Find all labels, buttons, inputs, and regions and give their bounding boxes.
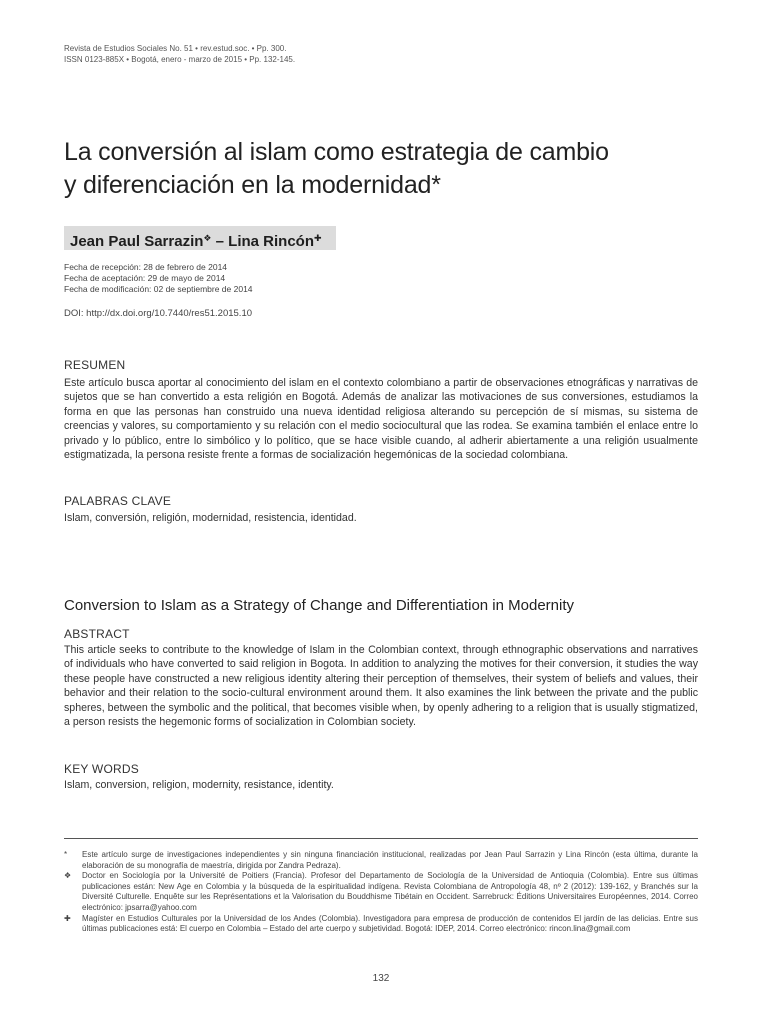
article-title-line-1: La conversión al islam como estrategia de cambio	[64, 138, 609, 166]
footnote-3-text: Magíster en Estudios Culturales por la Universidad de los Andes (Colombia). Investigadora para empresa de producción de contenidos El jardín de las delicias. Entre sus últimas publicaciones está: El cuerpo en Colombia – Estado del arte cuerpo y subjetividad. Bogotá: IDEP, 2014. Correo electrónico: rincon.lina@gmail.com	[82, 913, 698, 934]
resumen-text: Este artículo busca aportar al conocimiento del islam en el contexto colombiano a partir de observaciones etnográficas y narrativas de sujetos que se han convertido a esta religión en Bogotá. Además de analizar las motivaciones de sus conversiones, estudiamos la forma en que las personas han construido una nueva identidad religiosa alterando su percepción de sí mismas, su sistema de creencias y valores, su comportamiento y su relación con el medio sociocultural que las rodea. Se examina también el enlace entre lo privado y lo público, entre lo simbólico y lo político, que se hace visible cuando, al adherir abiertamente a una religión usualmente estigmatizada, la persona resiste frente a formas de socialización hegemónicas de la sociedad colombiana.	[64, 377, 698, 462]
english-title: Conversion to Islam as a Strategy of Change and Differentiation in Modernity	[64, 597, 574, 614]
reception-date: Fecha de recepción: 28 de febrero de 2014	[64, 262, 228, 272]
author-2: Lina Rincón	[228, 233, 315, 250]
journal-header-line-2: ISSN 0123-885X • Bogotá, enero - marzo de 2015 • Pp. 132-145.	[64, 55, 296, 64]
key-words-heading: KEY WORDS	[64, 762, 139, 776]
article-dates	[64, 262, 253, 295]
footnote-1-mark: *	[64, 850, 68, 859]
resumen-heading: RESUMEN	[64, 358, 126, 372]
footnote-1	[64, 850, 698, 871]
authors-bar	[64, 226, 336, 250]
article-title-line-2: y diferenciación en la modernidad*	[64, 171, 441, 199]
footnote-1-text: Este artículo surge de investigaciones independientes y sin ninguna financiación institucional, realizadas por Jean Paul Sarrazin y Lina Rincón (esta última, durante la elaboración de su monografía de maestría, dirigida por Zandra Pedraza).	[82, 850, 698, 870]
footnote-2	[64, 871, 698, 913]
author-2-mark: ✚	[314, 233, 322, 243]
footnotes	[64, 850, 698, 935]
footnote-3	[64, 914, 698, 935]
footnote-2-text: Doctor en Sociología por la Université de Poitiers (Francia). Profesor del Departamento de Sociología de la Universidad de Antioquia (Colombia). Entre sus últimas publicaciones están: New Age en Colombia y la búsqueda de la espiritualidad indígena. Revista Colombiana de Antropología 48, nº 2 (2012): 139-162, y Branchés sur la Diversité Culturelle. Enquête sur les Représentations et la Valorisation du Bouddhisme Tibétain en Occident. Sarrebruck: Éditions Universitaires Européennes, 2014. Correo electrónico: jpsarra@yahoo.com	[82, 871, 698, 912]
article-title	[64, 136, 704, 202]
palabras-clave-heading: PALABRAS CLAVE	[64, 494, 172, 508]
article-page	[64, 0, 698, 1024]
footnote-3-mark: ✚	[64, 913, 71, 923]
author-1: Jean Paul Sarrazin	[70, 233, 204, 250]
footnote-divider	[64, 838, 698, 839]
page-number: 132	[372, 973, 390, 984]
key-words-text: Islam, conversion, religion, modernity, resistance, identity.	[64, 779, 334, 791]
acceptance-date: Fecha de aceptación: 29 de mayo de 2014	[64, 273, 226, 283]
palabras-clave-text: Islam, conversión, religión, modernidad, resistencia, identidad.	[64, 512, 357, 524]
author-separator: –	[211, 233, 229, 250]
footnote-2-mark: ❖	[64, 871, 72, 881]
abstract-text: This article seeks to contribute to the knowledge of Islam in the Colombian context, through ethnographic observations and narratives of individuals who have converted to said religion in Bogota. In addition to analyzing the motives for their conversion, it studies the way these people have constructed a new religious identity altering their perception of themselves, their system of beliefs and values, their behavior and their relation to the socio-cultural environment around them. It also examines the link between the private and the public spheres, between the symbolic and the political, that becomes visible when, by openly adhering to a religion that is usually stigmatized, a person resists the hegemonic forms of socialization in Colombian society.	[64, 644, 698, 729]
abstract-heading: ABSTRACT	[64, 627, 130, 641]
author-1-mark: ❖	[203, 233, 212, 243]
modification-date: Fecha de modificación: 02 de septiembre de 2014	[64, 284, 253, 294]
doi-link[interactable]: DOI: http://dx.doi.org/10.7440/res51.2015.10	[64, 308, 253, 319]
journal-header-line-1: Revista de Estudios Sociales No. 51 • rev.estud.soc. • Pp. 300.	[64, 44, 287, 53]
journal-header	[64, 43, 295, 65]
